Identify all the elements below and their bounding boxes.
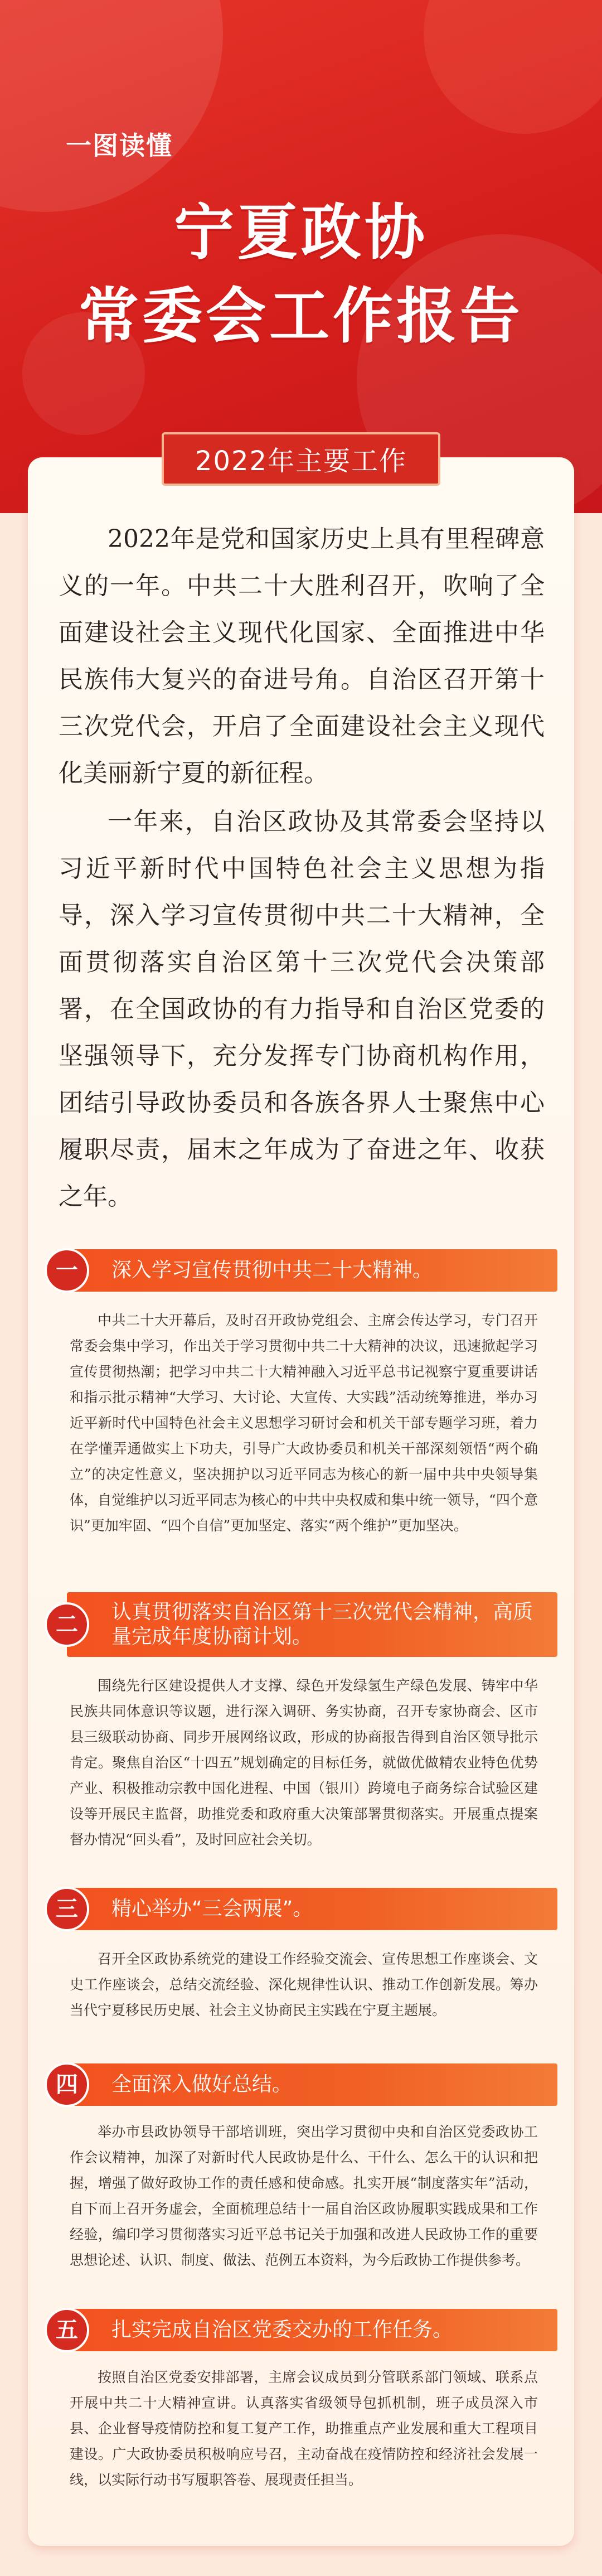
- intro-paragraph-2: 一年来，自治区政协及其常委会坚持以习近平新时代中国特色社会主义思想为指导，深入学习宣传贯彻中共二十大精神，全面贯彻落实自治区第十三次党代会决策部署，在全国政协的有力指导和自治区党委的坚强领导下，充分发挥专门协商机构作用，团结引导政协委员和各族各界人士聚焦中心履职尽责，届末之年成为了奋进之年、收获之年。: [59, 808, 545, 1211]
- item-heading-4: [45, 2063, 563, 2106]
- item-title: 认真贯彻落实自治区第十三次党代会精神，高质量完成年度协商计划。: [111, 1601, 533, 1648]
- item-title: 扎实完成自治区党委交办的工作任务。: [111, 2318, 453, 2341]
- section-tag: 2022年主要工作: [162, 432, 440, 486]
- item-number-badge: 三: [45, 1887, 89, 1931]
- intro-paragraph-1: 2022年是党和国家历史上具有里程碑意义的一年。中共二十大胜利召开，吹响了全面建设社会主义现代化国家、全面推进中华民族伟大复兴的奋进号角。自治区召开第十三次党代会，开启了全面建设社会主义现代化美丽新宁夏的新征程。: [59, 525, 545, 787]
- item-title: 全面深入做好总结。: [111, 2073, 293, 2096]
- decor-circle: [0, 0, 223, 212]
- item-number-badge: 一: [45, 1248, 89, 1293]
- item-title: 深入学习宣传贯彻中共二十大精神。: [111, 1259, 433, 1282]
- item-heading-2: [45, 1592, 563, 1657]
- item-body-4: 举办市县政协领导干部培训班，突出学习贯彻中央和自治区党委政协工作会议精神，加深了对新时代人民政协是什么、干什么、怎么干的认识和把握，增强了做好政协工作的责任感和使命感。扎实开展“制度落实年”活动，自下而上召开务虚会，全面梳理总结十一届自治区政协履职实践成果和工作经验，编印学习贯彻落实习近平总书记关于加强和改进人民政协工作的重要思想论述、认识、制度、做法、范例五本资料，为今后政协工作提供参考。: [70, 2124, 538, 2268]
- item-number-badge: 四: [45, 2062, 89, 2107]
- item-body-2: 围绕先行区建设提供人才支撑、绿色开发绿氢生产绿色发展、铸牢中华民族共同体意识等议题，进行深入调研、务实协商，召开专家协商会、区市县三级联动协商、同步开展网络议政，形成的协商报告得到自治区领导批示肯定。聚焦自治区“十四五”规划确定的目标任务，就做优做精农业特色优势产业、积极推动宗教中国化进程、中国（银川）跨境电子商务综合试验区建设等开展民主监督，助推党委和政府重大决策部署贯彻落实。开展重点提案督办情况“回头看”，及时回应社会关切。: [70, 1678, 538, 1848]
- hero-title-line1: 宁夏政协: [173, 198, 428, 268]
- item-number-badge: 二: [45, 1602, 89, 1647]
- decor-circle: [424, 0, 602, 134]
- item-title: 精心举办“三会两展”。: [111, 1897, 313, 1920]
- hero-kicker: 一图读懂: [66, 131, 173, 161]
- item-body-5: 按照自治区党委安排部署，主席会议成员到分管联系部门领域、联系点开展中共二十大精神宣讲。认真落实省级领导包抓机制，班子成员深入市县、企业督导疫情防控和复工复产工作，助推重点产业发展和重大工程项目建设。广大政协委员积极响应号召，主动奋战在疫情防控和经济社会发展一线，以实际行动书写履职答卷、展现责任担当。: [70, 2369, 538, 2488]
- item-heading-5: [45, 2309, 563, 2351]
- hero-title-line2: 常委会工作报告: [78, 282, 523, 351]
- item-heading-1: [45, 1249, 563, 1292]
- item-body-3: 召开全区政协系统党的建设工作经验交流会、宣传思想工作座谈会、文史工作座谈会，总结交流经验、深化规律性认识、推动工作创新发展。筹办当代宁夏移民历史展、社会主义协商民主实践在宁夏主题展。: [70, 1951, 538, 2018]
- item-heading-3: [45, 1888, 563, 1930]
- item-body-1: 中共二十大开幕后，及时召开政协党组会、主席会传达学习，专门召开常委会集中学习，作出关于学习贯彻中共二十大精神的决议，迅速掀起学习宣传贯彻热潮；把学习中共二十大精神融入习近平总书记视察宁夏重要讲话和指示批示精神“大学习、大讨论、大宣传、大实践”活动统筹推进，举办习近平新时代中国特色社会主义思想学习研讨会和机关干部专题学习班，着力在学懂弄通做实上下功夫，引导广大政协委员和机关干部深刻领悟“两个确立”的决定性意义，坚决拥护以习近平同志为核心的新一届中共中央领导集体，自觉维护以习近平同志为核心的中共中央权威和集中统一领导，“四个意识”更加牢固、“四个自信”更加坚定、落实“两个维护”更加坚决。: [70, 1312, 538, 1534]
- item-number-badge: 五: [45, 2308, 89, 2352]
